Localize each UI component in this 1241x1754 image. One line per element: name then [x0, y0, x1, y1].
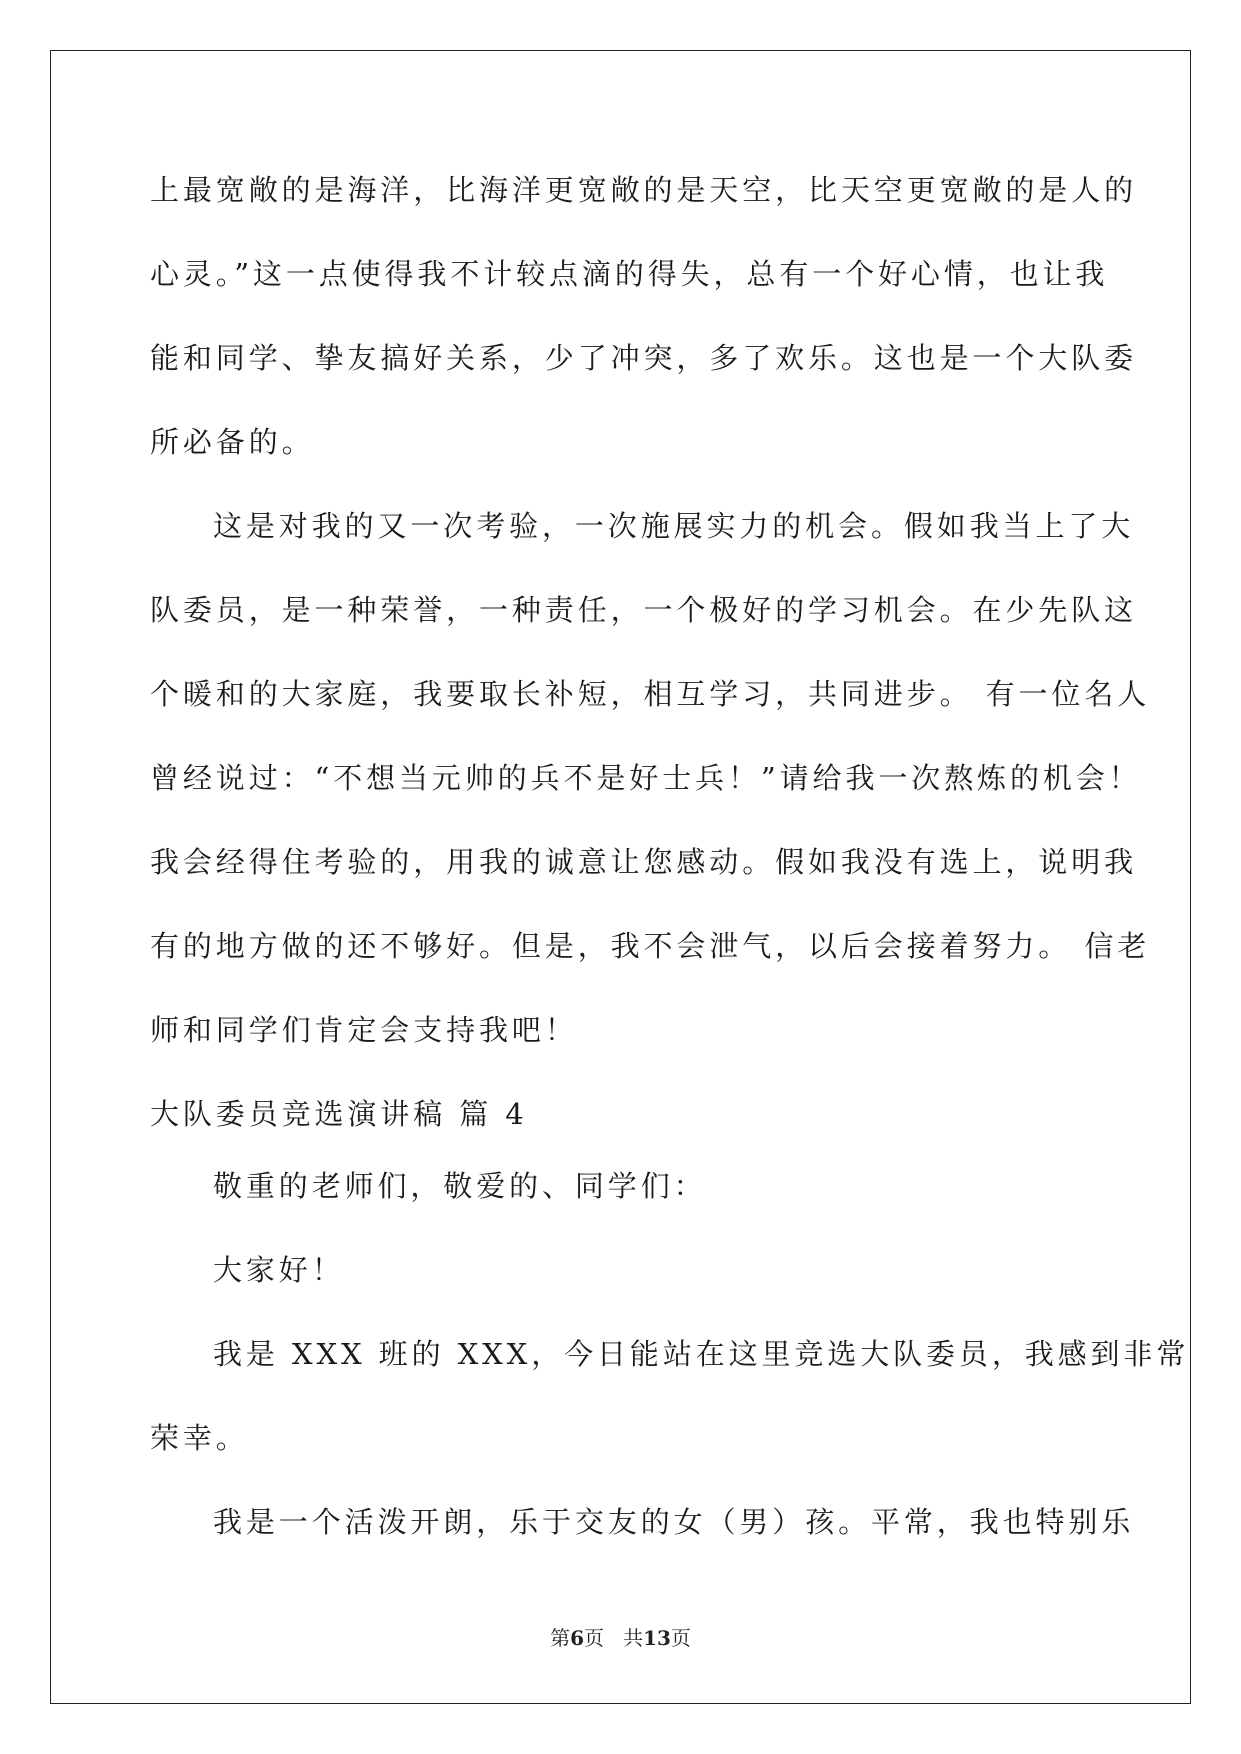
- text-line: 个暖和的大家庭，我要取长补短，相互学习，共同进步。 有一位名人: [150, 677, 1151, 711]
- page-footer: [0, 1622, 1241, 1651]
- text-line: 我会经得住考验的，用我的诚意让您感动。假如我没有选上，说明我: [150, 845, 1138, 879]
- paragraph-start-line: 我是 XXX 班的 XXX，今日能站在这里竞选大队委员，我感到非常: [213, 1337, 1190, 1371]
- text-line: 有的地方做的还不够好。但是，我不会泄气，以后会接着努力。 信老: [150, 929, 1151, 963]
- text-line: 心灵。”这一点使得我不计较点滴的得失，总有一个好心情，也让我: [150, 257, 1109, 291]
- greeting-line: 大家好！: [213, 1253, 345, 1287]
- text-line: 曾经说过：“不想当元帅的兵不是好士兵！”请给我一次熬炼的机会！: [150, 761, 1142, 795]
- text-line: 所必备的。: [150, 425, 315, 459]
- text-line: 师和同学们肯定会支持我吧！: [150, 1013, 578, 1047]
- text-line: 队委员，是一种荣誉，一种责任，一个极好的学习机会。在少先队这: [150, 593, 1138, 627]
- text-line: 上最宽敞的是海洋，比海洋更宽敞的是天空，比天空更宽敞的是人的: [150, 173, 1138, 207]
- section-heading: 大队委员竞选演讲稿 篇 4: [150, 1097, 528, 1131]
- paragraph-start-line: 我是一个活泼开朗，乐于交友的女（男）孩。平常，我也特别乐: [213, 1505, 1135, 1539]
- document-body: [150, 152, 1190, 1568]
- text-line: 荣幸。: [150, 1421, 249, 1455]
- page-suffix: 页: [584, 1626, 604, 1650]
- current-page-number: 6: [570, 1626, 584, 1650]
- paragraph-start-line: 这是对我的又一次考验，一次施展实力的机会。假如我当上了大: [213, 509, 1135, 543]
- salutation-line: 敬重的老师们，敬爱的、同学们：: [213, 1169, 707, 1203]
- total-pages-number: 13: [643, 1626, 671, 1650]
- total-prefix: 共: [623, 1626, 644, 1650]
- total-suffix: 页: [670, 1626, 691, 1650]
- text-line: 能和同学、挚友搞好关系，少了冲突，多了欢乐。这也是一个大队委: [150, 341, 1138, 375]
- page-prefix: 第: [550, 1626, 571, 1650]
